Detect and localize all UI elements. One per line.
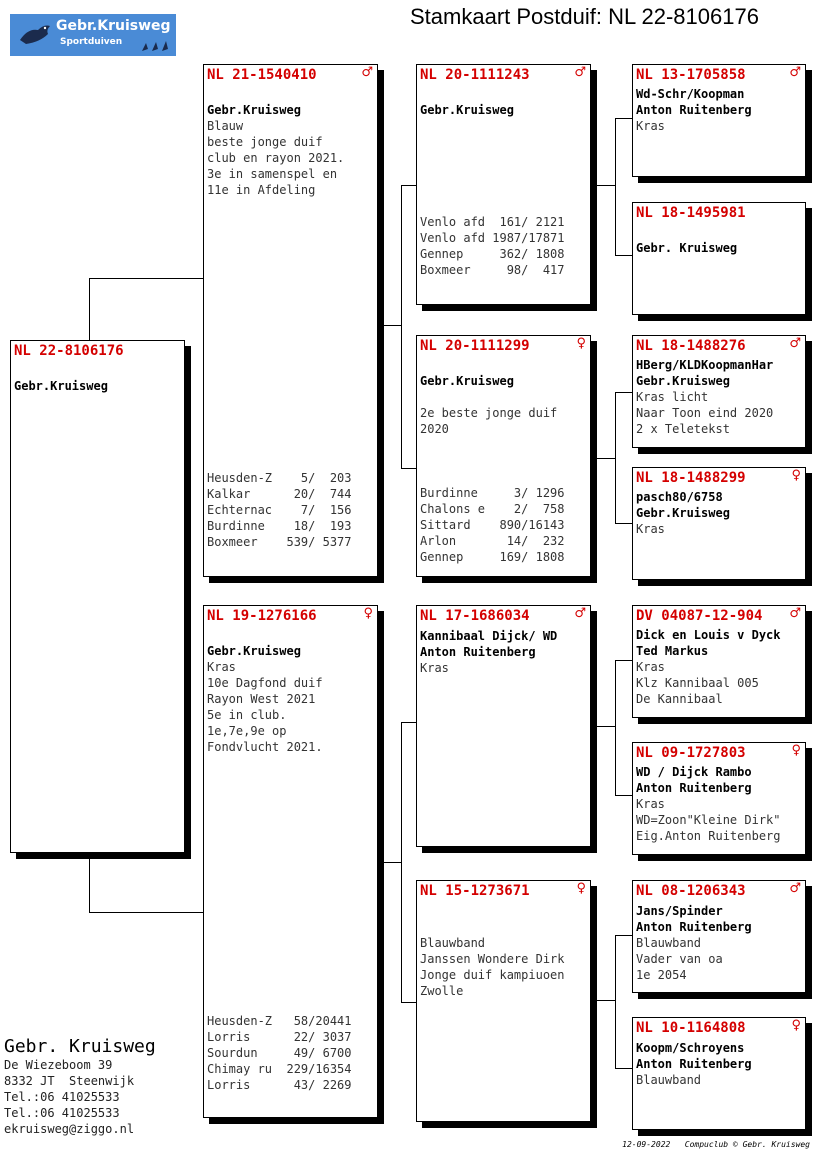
female-icon: ♀ (576, 336, 586, 351)
note-line: Kras (636, 119, 665, 133)
male-icon: ♂ (574, 606, 586, 621)
connector (590, 1000, 616, 1001)
note-line: Blauwband (636, 936, 702, 950)
pigeon-card-ssd[interactable] (632, 202, 806, 315)
note-line: Rayon West 2021 (207, 692, 316, 706)
owner-line: Gebr.Kruisweg (420, 103, 514, 117)
owner-line: Anton Ruitenberg (636, 920, 752, 934)
note-line: 2020 (420, 422, 449, 436)
note-line: Blauw (207, 119, 244, 133)
owner-block (4, 1036, 156, 1137)
connector (401, 722, 402, 1003)
pigeon-card-dds[interactable] (632, 880, 806, 993)
connector (377, 325, 402, 326)
note-line: Kras (636, 797, 665, 811)
note-line: Kras (420, 661, 449, 675)
result-line: Kalkar 20/ 744 (207, 487, 352, 501)
owner-line: Anton Ruitenberg (636, 781, 752, 795)
owner-line: Anton Ruitenberg (636, 1057, 752, 1071)
connector (615, 660, 616, 796)
owner-line: pasch80/6758 (636, 490, 723, 504)
note-line: 10e Dagfond duif (207, 676, 323, 690)
pigeon-card-dss[interactable] (632, 605, 806, 718)
connector (615, 255, 632, 256)
connector (615, 795, 632, 796)
female-icon: ♀ (791, 468, 801, 483)
connector (615, 523, 632, 524)
note-line: Kras (207, 660, 236, 674)
ring-number: NL 22-8106176 (14, 343, 124, 359)
note-line: Eig.Anton Ruitenberg (636, 829, 781, 843)
male-icon: ♂ (789, 881, 801, 896)
connector (401, 722, 417, 723)
connector (590, 458, 616, 459)
note-line: 1e 2054 (636, 968, 687, 982)
ring-number: NL 19-1276166 (207, 608, 317, 624)
owner-line: Ted Markus (636, 644, 709, 658)
note-line: club en rayon 2021. (207, 151, 345, 165)
female-icon: ♀ (576, 881, 586, 896)
pigeon-card-sss[interactable] (632, 64, 806, 177)
owner-line: Gebr.Kruisweg (636, 374, 730, 388)
connector (615, 935, 632, 936)
note-line: Kras licht (636, 390, 709, 404)
note-line: 2 x Teletekst (636, 422, 730, 436)
result-line: Lorris 22/ 3037 (207, 1030, 352, 1044)
result-line: Heusden-Z 5/ 203 (207, 471, 352, 485)
note-line: WD=Zoon"Kleine Dirk" (636, 813, 781, 827)
pigeon-card-sdd[interactable] (632, 467, 806, 580)
owner-name: Gebr. Kruisweg (4, 1036, 156, 1057)
ring-number: NL 15-1273671 (420, 883, 530, 899)
owner-line: Gebr.Kruisweg (420, 374, 514, 388)
owner-city: 8332 JT Steenwijk (4, 1074, 135, 1088)
connector (377, 862, 402, 863)
connector (401, 468, 417, 469)
connector (615, 392, 616, 524)
pigeon-card-dsd[interactable] (632, 742, 806, 855)
result-line: Chimay ru 229/16354 (207, 1062, 352, 1076)
note-line: Vader van oa (636, 952, 723, 966)
result-line: Venlo afd 1987/17871 (420, 231, 565, 245)
note-line: De Kannibaal (636, 692, 723, 706)
logo-brand: Gebr.Kruisweg (56, 18, 171, 34)
result-line: Sourdun 49/ 6700 (207, 1046, 352, 1060)
note-line: Naar Toon eind 2020 (636, 406, 774, 420)
note-line: Blauwband (420, 936, 486, 950)
note-line: 3e in samenspel en (207, 167, 338, 181)
female-icon: ♀ (363, 606, 373, 621)
owner-line: Koopm/Schroyens (636, 1041, 745, 1055)
note-line: Janssen Wondere Dirk (420, 952, 565, 966)
ring-number: NL 18-1495981 (636, 205, 746, 221)
result-line: Chalons e 2/ 758 (420, 502, 565, 516)
owner-phone: Tel.:06 41025533 (4, 1090, 120, 1104)
owner-email: ekruisweg@ziggo.nl (4, 1122, 135, 1136)
connector (615, 118, 616, 256)
owner-line: Anton Ruitenberg (420, 645, 536, 659)
ring-number: NL 20-1111299 (420, 338, 530, 354)
note-line: Zwolle (420, 984, 464, 998)
connector (89, 278, 90, 340)
result-line: Boxmeer 539/ 5377 (207, 535, 352, 549)
connector (615, 935, 616, 1069)
connector (615, 118, 632, 119)
owner-line: Wd-Schr/Koopman (636, 87, 745, 101)
page-title: Stamkaart Postduif: NL 22-8106176 (410, 4, 759, 29)
male-icon: ♂ (789, 606, 801, 621)
connector (89, 912, 204, 913)
pigeon-card-sire[interactable] (203, 64, 378, 577)
connector (615, 660, 632, 661)
note-line: Klz Kannibaal 005 (636, 676, 759, 690)
ring-number: NL 18-1488299 (636, 470, 746, 486)
connector (590, 726, 616, 727)
pigeon-card-subject[interactable] (10, 340, 185, 853)
ring-number: NL 21-1540410 (207, 67, 317, 83)
owner-line: Kannibaal Dijck/ WD (420, 629, 558, 643)
result-line: Arlon 14/ 232 (420, 534, 565, 548)
pigeon-logo-icon (18, 20, 52, 50)
result-line: Gennep 362/ 1808 (420, 247, 565, 261)
result-line: Echternac 7/ 156 (207, 503, 352, 517)
owner-line: HBerg/KLDKoopmanHar (636, 358, 774, 372)
owner-address: De Wiezeboom 39 (4, 1058, 113, 1072)
note-line: 11e in Afdeling (207, 183, 316, 197)
result-line: Burdinne 3/ 1296 (420, 486, 565, 500)
male-icon: ♂ (789, 65, 801, 80)
result-line: Heusden-Z 58/20441 (207, 1014, 352, 1028)
footer-credit: 12-09-2022 Compuclub © Gebr. Kruisweg (622, 1140, 810, 1149)
owner-line: Dick en Louis v Dyck (636, 628, 781, 642)
note-line: Jonge duif kampiuoen (420, 968, 565, 982)
result-line: Sittard 890/16143 (420, 518, 565, 532)
owner-phone: Tel.:06 41025533 (4, 1106, 120, 1120)
owner-line: Gebr.Kruisweg (14, 379, 108, 393)
connector (401, 1002, 417, 1003)
note-line: 2e beste jonge duif (420, 406, 558, 420)
pigeon-card-ss[interactable] (416, 64, 591, 305)
logo (10, 14, 176, 56)
ring-number: NL 17-1686034 (420, 608, 530, 624)
connector (89, 852, 90, 912)
female-icon: ♀ (791, 743, 801, 758)
male-icon: ♂ (361, 65, 373, 80)
result-line: Boxmeer 98/ 417 (420, 263, 565, 277)
result-line: Gennep 169/ 1808 (420, 550, 565, 564)
note-line: Kras (636, 660, 665, 674)
pigeon-card-ds[interactable] (416, 605, 591, 847)
pigeon-card-dd[interactable] (416, 880, 591, 1122)
ring-number: NL 13-1705858 (636, 67, 746, 83)
result-line: Venlo afd 161/ 2121 (420, 215, 565, 229)
ring-number: NL 20-1111243 (420, 67, 530, 83)
note-line: Fondvlucht 2021. (207, 740, 323, 754)
ring-number: NL 09-1727803 (636, 745, 746, 761)
female-icon: ♀ (791, 1018, 801, 1033)
note-line: Blauwband (636, 1073, 702, 1087)
owner-line: Gebr.Kruisweg (207, 644, 301, 658)
owner-line: Jans/Spinder (636, 904, 723, 918)
note-line: Kras (636, 522, 665, 536)
flying-birds-icon (140, 39, 172, 53)
owner-line: Anton Ruitenberg (636, 103, 752, 117)
owner-line: WD / Dijck Rambo (636, 765, 752, 779)
ring-number: NL 18-1488276 (636, 338, 746, 354)
pigeon-card-dam[interactable] (203, 605, 378, 1118)
note-line: 1e,7e,9e op (207, 724, 287, 738)
connector (590, 185, 616, 186)
connector (615, 392, 632, 393)
note-line: 5e in club. (207, 708, 287, 722)
pigeon-card-sds[interactable] (632, 335, 806, 448)
connector (401, 185, 417, 186)
connector (615, 1068, 632, 1069)
result-line: Burdinne 18/ 193 (207, 519, 352, 533)
ring-number: NL 10-1164808 (636, 1020, 746, 1036)
connector (401, 185, 402, 469)
logo-sub: Sportduiven (60, 37, 123, 47)
owner-line: Gebr.Kruisweg (636, 506, 730, 520)
connector (89, 278, 204, 279)
owner-line: Gebr. Kruisweg (636, 241, 738, 255)
male-icon: ♂ (574, 65, 586, 80)
male-icon: ♂ (789, 336, 801, 351)
ring-number: NL 08-1206343 (636, 883, 746, 899)
pigeon-card-ddd[interactable] (632, 1017, 806, 1130)
note-line: beste jonge duif (207, 135, 323, 149)
owner-line: Gebr.Kruisweg (207, 103, 301, 117)
pigeon-card-sd[interactable] (416, 335, 591, 577)
ring-number: DV 04087-12-904 (636, 608, 763, 624)
result-line: Lorris 43/ 2269 (207, 1078, 352, 1092)
